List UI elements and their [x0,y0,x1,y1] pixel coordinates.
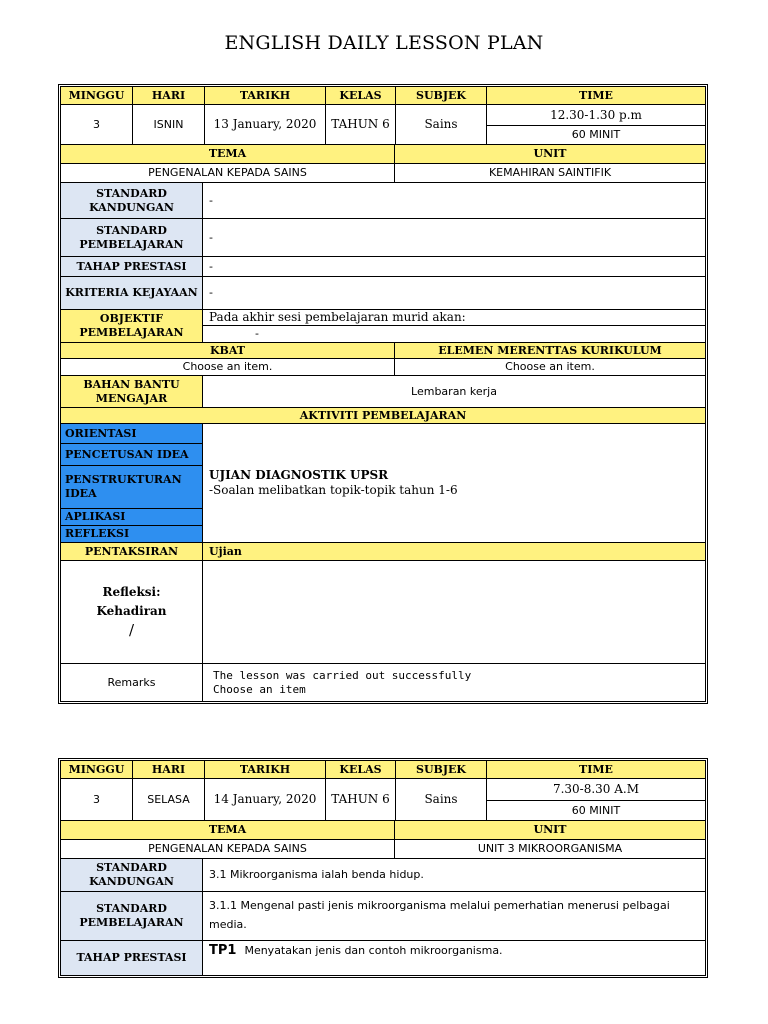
header-time: TIME [487,87,705,105]
tema-value: PENGENALAN KEPADA SAINS [61,840,395,859]
label-remarks: Remarks [61,664,203,701]
kehadiran-value: / [128,620,135,639]
label-pentaksiran: PENTAKSIRAN [61,543,203,561]
tarikh-value: 14 January, 2020 [205,779,326,821]
remarks-select[interactable]: Choose an item [213,682,306,696]
header-tarikh: TARIKH [205,87,326,105]
label-objektif-pembelajaran: OBJEKTIF PEMBELAJARAN [61,310,203,343]
step-penstrukturan-idea: PENSTRUKTURAN IDEA [61,466,203,509]
header-tarikh: TARIKH [205,761,326,779]
objektif-line-2: - [203,326,705,343]
kelas-value: TAHUN 6 [326,105,396,145]
hari-value: SELASA [133,779,205,821]
document-title: ENGLISH DAILY LESSON PLAN [224,32,544,54]
label-tahap-prestasi: TAHAP PRESTASI [61,941,203,975]
header-unit: UNIT [395,821,705,840]
step-aplikasi: APLIKASI [61,509,203,526]
subjek-value: Sains [396,105,487,145]
remarks-line-1: The lesson was carried out successfully [213,668,472,682]
header-kbat: KBAT [61,343,395,359]
activity-description: -Soalan melibatkan topik-topik tahun 1-6 [209,483,458,497]
bahan-bantu-value: Lembaran kerja [203,376,705,408]
standard-kandungan-value: 3.1 Mikroorganisma ialah benda hidup. [203,859,705,892]
header-unit: UNIT [395,145,705,164]
hari-value: ISNIN [133,105,205,145]
kriteria-kejayaan-value: - [203,277,705,310]
activity-title: UJIAN DIAGNOSTIK UPSR [209,468,389,482]
pentaksiran-value: Ujian [203,543,705,561]
refleksi-notes[interactable] [203,561,705,664]
tarikh-value: 13 January, 2020 [205,105,326,145]
step-orientasi: ORIENTASI [61,424,203,444]
label-standard-pembelajaran: STANDARD PEMBELAJARAN [61,219,203,257]
header-subjek: SUBJEK [396,761,487,779]
tahap-prestasi-cell [203,941,705,975]
tahap-prestasi-value: - [203,257,705,277]
minggu-value: 3 [61,779,133,821]
unit-value: UNIT 3 MIKROORGANISMA [395,840,705,859]
header-time: TIME [487,761,705,779]
elemen-select[interactable]: Choose an item. [395,359,705,376]
lesson-plan-table-1 [58,84,708,704]
duration-value: 60 MINIT [487,126,705,145]
tahap-prestasi-code: TP1 [209,943,237,958]
header-subjek: SUBJEK [396,87,487,105]
step-pencetusan-idea: PENCETUSAN IDEA [61,444,203,466]
label-standard-kandungan: STANDARD KANDUNGAN [61,859,203,892]
kehadiran-label: Kehadiran [96,603,167,618]
header-tema: TEMA [61,821,395,840]
kbat-select[interactable]: Choose an item. [61,359,395,376]
standard-kandungan-value: - [203,183,705,219]
header-kelas: KELAS [326,761,396,779]
time-value: 12.30-1.30 p.m [487,105,705,126]
tahap-prestasi-value: Menyatakan jenis dan contoh mikroorganisma. [244,944,503,957]
lesson-plan-table-2 [58,758,708,978]
header-hari: HARI [133,761,205,779]
header-hari: HARI [133,87,205,105]
header-minggu: MINGGU [61,761,133,779]
objektif-line-1: Pada akhir sesi pembelajaran murid akan: [203,310,705,326]
kelas-value: TAHUN 6 [326,779,396,821]
header-elemen: ELEMEN MERENTTAS KURIKULUM [395,343,705,359]
label-bahan-bantu: BAHAN BANTU MENGAJAR [61,376,203,408]
time-value: 7.30-8.30 A.M [487,779,705,801]
remarks-content [203,664,705,701]
unit-value: KEMAHIRAN SAINTIFIK [395,164,705,183]
subjek-value: Sains [396,779,487,821]
activity-content [203,424,705,543]
tema-value: PENGENALAN KEPADA SAINS [61,164,395,183]
step-refleksi: REFLEKSI [61,526,203,543]
label-standard-pembelajaran: STANDARD PEMBELAJARAN [61,892,203,941]
duration-value: 60 MINIT [487,801,705,821]
header-kelas: KELAS [326,87,396,105]
standard-pembelajaran-value: 3.1.1 Mengenal pasti jenis mikroorganisma melalui pemerhatian menerusi pelbagai media. [203,892,705,941]
minggu-value: 3 [61,105,133,145]
header-minggu: MINGGU [61,87,133,105]
standard-pembelajaran-value: - [203,219,705,257]
header-aktiviti: AKTIVITI PEMBELAJARAN [61,408,705,424]
header-tema: TEMA [61,145,395,164]
label-tahap-prestasi: TAHAP PRESTASI [61,257,203,277]
label-standard-kandungan: STANDARD KANDUNGAN [61,183,203,219]
refleksi-label: Refleksi: [102,584,161,599]
refleksi-cell [61,561,203,664]
label-kriteria-kejayaan: KRITERIA KEJAYAAN [61,277,203,310]
